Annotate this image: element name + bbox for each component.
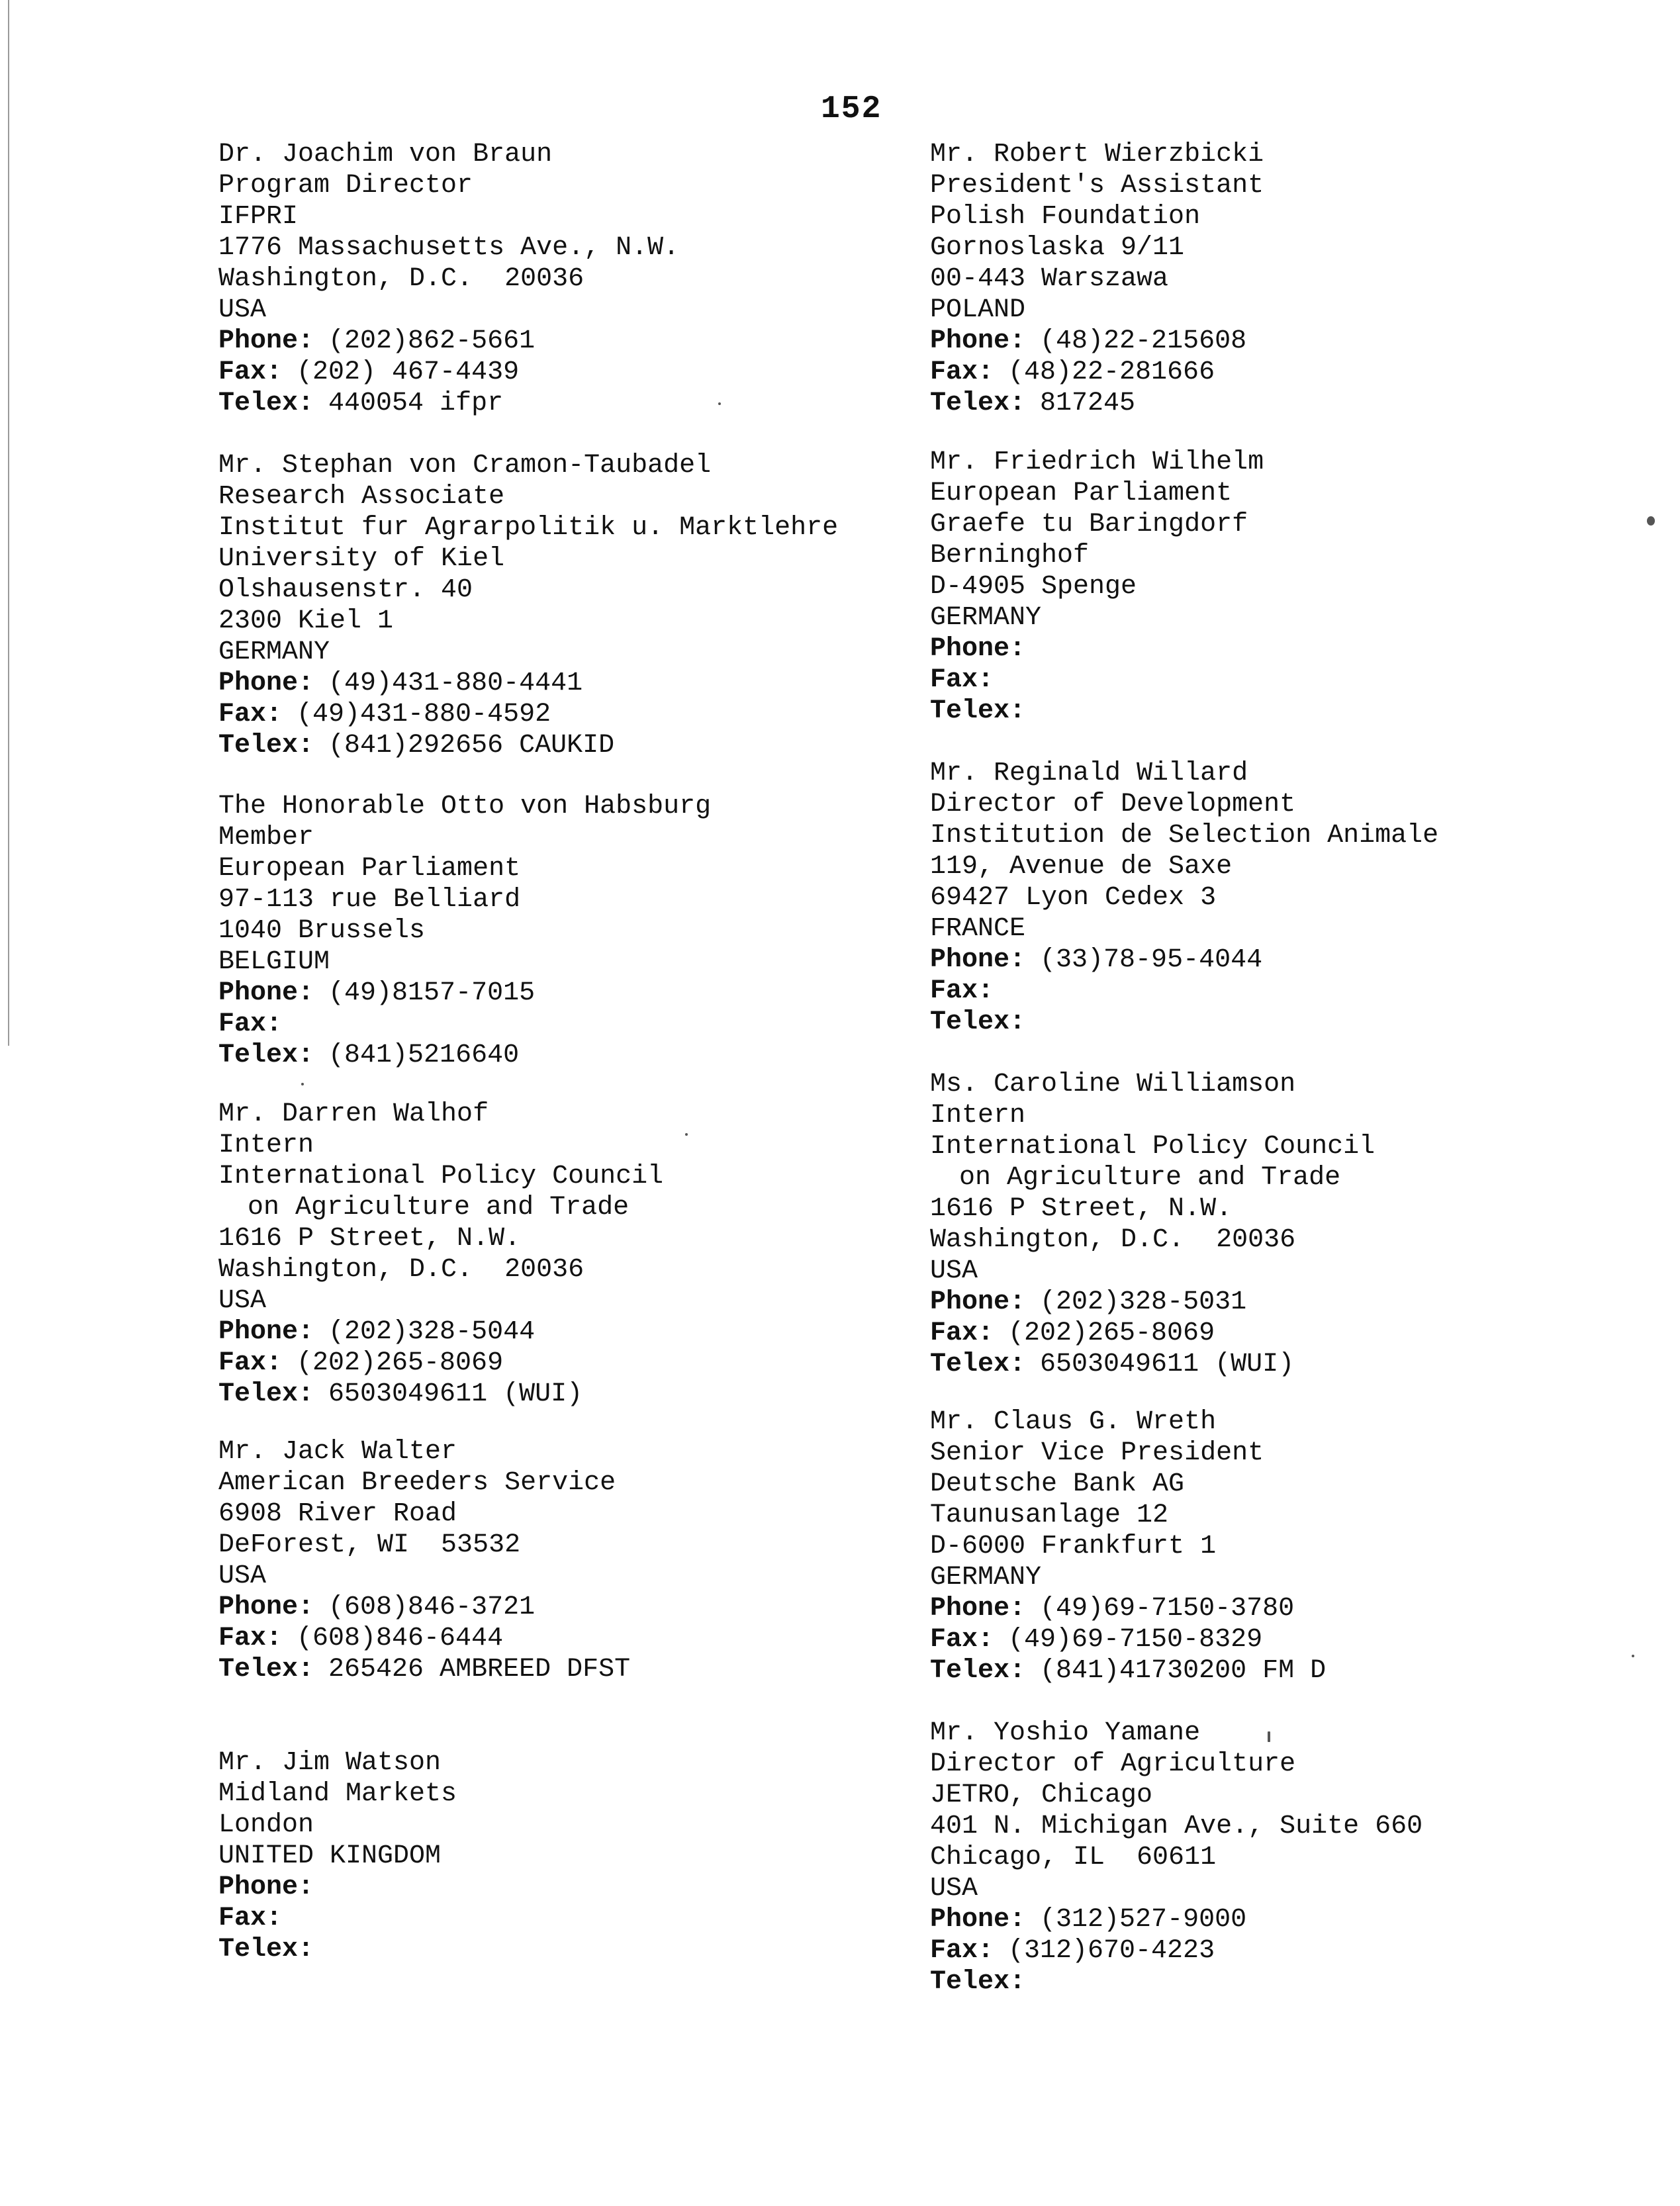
telex-line [930, 696, 1680, 727]
phone-line [930, 1904, 1680, 1935]
contact-name: Mr. Darren Walhof [218, 1099, 489, 1129]
phone-line [218, 326, 980, 357]
address-line: D-6000 Frankfurt 1 [930, 1532, 1217, 1561]
scan-speck [1632, 1655, 1634, 1657]
address-line: Washington, D.C. 20036 [218, 264, 584, 294]
fax-line [218, 357, 980, 388]
address-line: GERMANY [930, 1563, 1042, 1592]
directory-entry [930, 1718, 1680, 1998]
contact-name: Mr. Jim Watson [218, 1748, 442, 1778]
address-line: Member [218, 823, 314, 852]
address-line: American Breeders Service [218, 1468, 616, 1498]
phone-line [930, 1287, 1680, 1318]
telex-label: Telex: [218, 1379, 314, 1409]
address-line: Taunusanlage 12 [930, 1500, 1169, 1530]
directory-entry [930, 139, 1680, 419]
phone-value: (49)69-7150-3780 [1040, 1594, 1295, 1624]
address-line: 119, Avenue de Saxe [930, 852, 1233, 882]
telex-line [930, 388, 1680, 419]
address-line: USA [218, 1561, 267, 1591]
fax-label: Fax: [218, 1348, 283, 1378]
address-line: USA [218, 1286, 267, 1316]
phone-value: (49)8157-7015 [328, 978, 536, 1008]
address-line: USA [930, 1256, 978, 1286]
telex-label: Telex: [930, 696, 1026, 726]
fax-value: (202)265-8069 [297, 1348, 504, 1378]
directory-entry [218, 1747, 980, 1965]
telex-label: Telex: [930, 389, 1026, 418]
directory-entry [930, 1069, 1680, 1380]
fax-label: Fax: [218, 1624, 283, 1653]
phone-line [930, 944, 1680, 976]
address-line: IFPRI [218, 202, 299, 232]
telex-value: 440054 ifpr [328, 389, 504, 418]
phone-label: Phone: [930, 326, 1026, 356]
address-line: 1616 P Street, N.W. [930, 1194, 1233, 1224]
address-line: Chicago, IL 60611 [930, 1843, 1217, 1872]
address-line: Washington, D.C. 20036 [930, 1225, 1296, 1255]
fax-line [930, 1935, 1680, 1966]
address-line: London [218, 1810, 314, 1840]
address-line: Olshausenstr. 40 [218, 575, 473, 605]
address-line: International Policy Council [218, 1162, 664, 1191]
address-line: Research Associate [218, 482, 505, 512]
address-line: 1616 P Street, N.W. [218, 1224, 521, 1254]
address-line: Senior Vice President [930, 1438, 1264, 1468]
phone-value: (49)431-880-4441 [328, 668, 583, 698]
directory-entry [218, 1436, 980, 1685]
address-line: USA [930, 1874, 978, 1904]
telex-value: (841)292656 CAUKID [328, 731, 615, 760]
address-line: UNITED KINGDOM [218, 1841, 442, 1871]
contact-name: Mr. Friedrich Wilhelm [930, 447, 1264, 477]
phone-label: Phone: [218, 1317, 314, 1347]
address-line: 2300 Kiel 1 [218, 606, 394, 636]
fax-label: Fax: [930, 976, 994, 1006]
phone-value: (202)328-5044 [328, 1317, 536, 1347]
contact-name: Mr. Claus G. Wreth [930, 1407, 1217, 1437]
address-line: 401 N. Michigan Ave., Suite 660 [930, 1812, 1423, 1841]
telex-value: 265426 AMBREED DFST [328, 1655, 631, 1684]
address-line: GERMANY [930, 603, 1042, 633]
contact-name: Mr. Reginald Willard [930, 758, 1248, 788]
address-line: European Parliament [218, 854, 521, 884]
address-line: Intern [218, 1130, 314, 1160]
telex-value: 6503049611 (WUI) [1040, 1350, 1295, 1379]
telex-line [930, 1349, 1680, 1380]
telex-line [930, 1966, 1680, 1998]
directory-entry [218, 1099, 980, 1410]
phone-line [930, 326, 1680, 357]
phone-line [218, 1316, 980, 1348]
telex-value: 6503049611 (WUI) [328, 1379, 583, 1409]
fax-label: Fax: [930, 1936, 994, 1966]
address-line: Berninghof [930, 541, 1090, 571]
telex-line [218, 730, 980, 761]
address-line: JETRO, Chicago [930, 1780, 1153, 1810]
contact-name: The Honorable Otto von Habsburg [218, 792, 712, 821]
fax-label: Fax: [930, 665, 994, 695]
directory-entry [218, 450, 980, 761]
fax-line [930, 976, 1680, 1007]
telex-label: Telex: [218, 389, 314, 418]
phone-line [218, 978, 980, 1009]
address-line: POLAND [930, 295, 1026, 325]
phone-label: Phone: [218, 326, 314, 356]
address-line: Institut fur Agrarpolitik u. Marktlehre [218, 513, 839, 543]
address-line: 00-443 Warszawa [930, 264, 1169, 294]
address-line: Midland Markets [218, 1779, 457, 1809]
phone-line [218, 668, 980, 699]
page-number: 152 [821, 91, 882, 127]
phone-label: Phone: [218, 978, 314, 1008]
telex-line [218, 1654, 980, 1685]
fax-line [930, 357, 1680, 388]
phone-label: Phone: [218, 1592, 314, 1622]
directory-entry [930, 758, 1680, 1038]
phone-label: Phone: [218, 668, 314, 698]
contact-name: Dr. Joachim von Braun [218, 140, 553, 169]
fax-line [218, 699, 980, 730]
fax-label: Fax: [218, 1009, 283, 1039]
telex-value: (841)41730200 FM D [1040, 1656, 1327, 1686]
phone-value: (202)328-5031 [1040, 1287, 1247, 1317]
telex-label: Telex: [218, 731, 314, 760]
phone-value: (33)78-95-4044 [1040, 945, 1263, 975]
fax-label: Fax: [930, 1318, 994, 1348]
address-line: USA [218, 295, 267, 325]
telex-label: Telex: [930, 1007, 1026, 1037]
address-line: BELGIUM [218, 947, 330, 977]
telex-label: Telex: [218, 1935, 314, 1964]
contact-name: Ms. Caroline Williamson [930, 1070, 1296, 1099]
phone-label: Phone: [218, 1872, 314, 1902]
fax-line [218, 1348, 980, 1379]
address-line: Deutsche Bank AG [930, 1469, 1185, 1499]
phone-label: Phone: [930, 1287, 1026, 1317]
telex-value: (841)5216640 [328, 1040, 520, 1070]
telex-label: Telex: [930, 1656, 1026, 1686]
phone-line [218, 1872, 980, 1903]
scan-speck [1647, 516, 1655, 526]
telex-label: Telex: [218, 1040, 314, 1070]
fax-line [218, 1009, 980, 1040]
phone-line [930, 1593, 1680, 1624]
contact-name: Mr. Robert Wierzbicki [930, 140, 1264, 169]
telex-label: Telex: [930, 1350, 1026, 1379]
telex-line [218, 1040, 980, 1071]
phone-label: Phone: [930, 1905, 1026, 1935]
telex-line [930, 1007, 1680, 1038]
telex-label: Telex: [218, 1655, 314, 1684]
fax-label: Fax: [930, 357, 994, 387]
address-line: Institution de Selection Animale [930, 821, 1439, 850]
phone-label: Phone: [930, 1594, 1026, 1624]
directory-entry [218, 791, 980, 1071]
address-line: Program Director [218, 171, 473, 201]
phone-value: (312)527-9000 [1040, 1905, 1247, 1935]
address-line: GERMANY [218, 637, 330, 667]
fax-value: (49)69-7150-8329 [1008, 1625, 1263, 1655]
directory-entry [218, 139, 980, 419]
address-line: on Agriculture and Trade [959, 1163, 1341, 1193]
scan-speck [301, 1083, 304, 1085]
phone-value: (608)846-3721 [328, 1592, 536, 1622]
address-line: DeForest, WI 53532 [218, 1530, 521, 1560]
telex-line [218, 1379, 980, 1410]
address-line: 1776 Massachusetts Ave., N.W. [218, 233, 680, 263]
address-line: FRANCE [930, 914, 1026, 944]
telex-line [218, 388, 980, 419]
address-line: University of Kiel [218, 544, 505, 574]
fax-label: Fax: [930, 1625, 994, 1655]
address-line: Gornoslaska 9/11 [930, 233, 1185, 263]
address-line: Washington, D.C. 20036 [218, 1255, 584, 1285]
address-line: 6908 River Road [218, 1499, 457, 1529]
scan-speck [685, 1133, 688, 1136]
address-line: on Agriculture and Trade [248, 1193, 630, 1222]
telex-line [930, 1655, 1680, 1686]
fax-label: Fax: [218, 700, 283, 729]
scan-speck [718, 402, 721, 405]
fax-value: (202) 467-4439 [297, 357, 520, 387]
address-line: President's Assistant [930, 171, 1264, 201]
fax-value: (49)431-880-4592 [297, 700, 551, 729]
fax-value: (312)670-4223 [1008, 1936, 1215, 1966]
directory-entry [930, 447, 1680, 727]
address-line: 97-113 rue Belliard [218, 885, 521, 915]
fax-line [218, 1623, 980, 1654]
address-line: Graefe tu Baringdorf [930, 510, 1248, 539]
contact-name: Mr. Yoshio Yamane [930, 1718, 1201, 1748]
fax-label: Fax: [218, 1904, 283, 1933]
fax-line [930, 1624, 1680, 1655]
telex-value: 817245 [1040, 389, 1136, 418]
address-line: 69427 Lyon Cedex 3 [930, 883, 1217, 913]
fax-value: (202)265-8069 [1008, 1318, 1215, 1348]
address-line: 1040 Brussels [218, 916, 426, 946]
phone-line [930, 633, 1680, 665]
contact-name: Mr. Stephan von Cramon-Taubadel [218, 451, 712, 481]
phone-line [218, 1592, 980, 1623]
telex-label: Telex: [930, 1967, 1026, 1997]
fax-label: Fax: [218, 357, 283, 387]
address-line: European Parliament [930, 479, 1233, 508]
address-line: Director of Agriculture [930, 1749, 1296, 1779]
phone-value: (48)22-215608 [1040, 326, 1247, 356]
page-edge-rule [8, 0, 9, 1046]
directory-entry [930, 1406, 1680, 1686]
contact-name: Mr. Jack Walter [218, 1437, 457, 1467]
fax-line [930, 665, 1680, 696]
scan-speck [1268, 1731, 1270, 1742]
address-line: Polish Foundation [930, 202, 1201, 232]
phone-label: Phone: [930, 634, 1026, 664]
address-line: International Policy Council [930, 1132, 1376, 1162]
address-line: Intern [930, 1101, 1026, 1130]
address-line: Director of Development [930, 790, 1296, 819]
fax-line [218, 1903, 980, 1934]
phone-value: (202)862-5661 [328, 326, 536, 356]
fax-line [930, 1318, 1680, 1349]
address-line: D-4905 Spenge [930, 572, 1137, 602]
phone-label: Phone: [930, 945, 1026, 975]
fax-value: (608)846-6444 [297, 1624, 504, 1653]
fax-value: (48)22-281666 [1008, 357, 1215, 387]
telex-line [218, 1934, 980, 1965]
